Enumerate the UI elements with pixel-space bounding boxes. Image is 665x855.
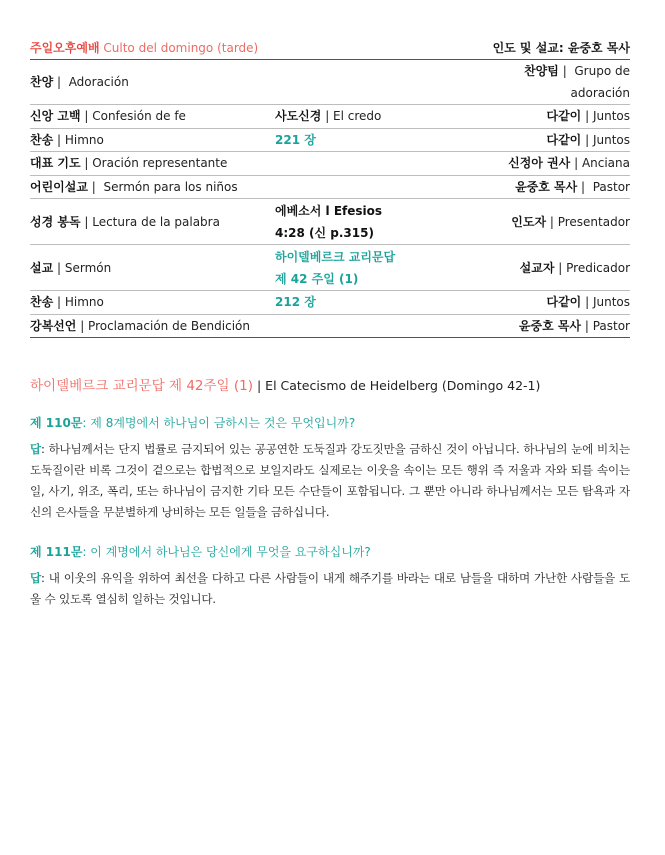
item-ko: 찬양	[30, 75, 54, 89]
service-title	[30, 39, 258, 56]
item-ko: 찬송	[30, 132, 54, 147]
leader-ko: 윤중호 목사	[518, 318, 582, 333]
answer-text: 내 이웃의 유익을 위하여 최선을 다하고 다른 사람들이 내게 해주기를 바라는 대로 남들을 대하며 가난한 사람들을 도울 수 있도록 열심히 일하는 것입니다.	[30, 571, 630, 606]
catechism-title-es: El Catecismo de Heidelberg (Domingo 42-1)	[265, 378, 541, 393]
item-es: Himno	[64, 132, 104, 147]
answer-text: 하나님께서는 단지 법률로 금지되어 있는 공공연한 도둑질과 강도짓만을 금하신 것이 아닙니다. 하나님의 눈에 비치는 도둑질이란 비록 그것이 겉으로는 합법적으로 보일지라도 실제로는 이웃을 속이는 모든 행위 즉 저울과 자와 되를 속이는 일, 사기, 위조, 폭리, 또는 하나님이 금지한 기타 모든 수단들이 포함됩니다. 그 뿐만 아니라 하나님께서는 모든 탐욕과 자신의 은사들을 무분별하게 낭비하는 모든 일들을 금하십니다.	[30, 442, 630, 519]
leader-es: Juntos	[592, 132, 630, 147]
catechism-title: 하이델베르크 교리문답 제 42주일 (1) | El Catecismo de Heidelberg (Domingo 42-1)	[30, 378, 541, 394]
table-row: 어린이설교 | Sermón para los niños 윤중호 목사 | Pastor	[30, 175, 630, 199]
scripture-verse: 4:28 (신 p.315)	[275, 225, 374, 240]
leader-ko: 다같이	[546, 109, 582, 124]
catechism-title-ko: 하이델베르크 교리문답 제 42주일 (1)	[30, 378, 253, 394]
item-es: Himno	[64, 295, 104, 310]
item-ko: 대표 기도	[30, 156, 81, 171]
detail-ko: 사도신경	[275, 109, 322, 124]
item-es: Sermón	[64, 260, 112, 275]
order-of-worship	[30, 60, 630, 338]
item-es: Oración representante	[92, 156, 228, 171]
leader-ko: 설교자	[519, 260, 555, 275]
leader-ko: 신정아 권사	[508, 156, 571, 171]
leader-es: Anciana	[581, 156, 630, 171]
question-number: 제 110문	[30, 416, 83, 430]
leader-ko: 찬양팀	[524, 64, 559, 78]
table-row: 설교 | Sermón 하이델베르크 교리문답 제 42 주일 (1) 설교자 | Predicador	[30, 245, 630, 291]
leader-ko: 인도자	[511, 214, 547, 229]
leader-es: Pastor	[592, 179, 630, 194]
question-text: 제 8계명에서 하나님이 금하시는 것은 무엇입니까?	[90, 416, 356, 430]
leader-es: Juntos	[592, 109, 630, 124]
question-text: 이 계명에서 하나님은 당신에게 무엇을 요구하십니까?	[90, 545, 371, 559]
sermon-title: 하이델베르크 교리문답	[275, 249, 396, 264]
leader-es: Grupo de adoración	[570, 64, 630, 100]
answer-label: 답	[30, 571, 41, 585]
detail-es: El credo	[333, 109, 382, 124]
table-row: 찬송 | Himno 212 장 다같이 | Juntos	[30, 291, 630, 315]
question-number: 제 111문	[30, 545, 83, 559]
service-title-ko: 주일오후예배	[30, 41, 100, 55]
question-110: 제 110문: 제 8계명에서 하나님이 금하시는 것은 무엇입니까?	[30, 416, 356, 430]
item-es: Adoración	[68, 75, 129, 89]
item-ko: 찬송	[30, 295, 54, 310]
leader-es: Presentador	[557, 214, 630, 229]
answer-111: 답: 내 이웃의 유익을 위하여 최선을 다하고 다른 사람들이 내게 해주기를 바라는 대로 남들을 대하며 가난한 사람들을 도울 수 있도록 열심히 일하는 것입니다.	[30, 571, 630, 606]
leader-es: Juntos	[592, 295, 630, 310]
table-row: 성경 봉독 | Lectura de la palabra 에베소서 l Efesios 4:28 (신 p.315) 인도자 | Presentador	[30, 199, 630, 245]
item-ko: 어린이설교	[30, 179, 88, 194]
leader-ko: 다같이	[546, 295, 582, 310]
leader-es: Pastor	[592, 318, 630, 333]
item-es: Lectura de la palabra	[92, 214, 220, 229]
leader-ko: 윤중호 목사	[515, 179, 578, 194]
table-row: 찬양 | Adoración 찬양팀 | Grupo de adoración	[30, 60, 630, 105]
leader-es: Predicador	[566, 260, 630, 275]
table-row: 강복선언 | Proclamación de Bendición 윤중호 목사 | Pastor	[30, 314, 630, 338]
item-es: Confesión de fe	[92, 109, 186, 124]
answer-label: 답	[30, 442, 41, 456]
item-es: Sermón para los niños	[103, 179, 238, 194]
item-es: Proclamación de Bendición	[88, 318, 250, 333]
hymn-number: 221 장	[275, 132, 316, 147]
scripture-book: 에베소서 l Efesios	[275, 203, 383, 218]
question-111: 제 111문: 이 계명에서 하나님은 당신에게 무엇을 요구하십니까?	[30, 545, 371, 559]
table-row: 대표 기도 | Oración representante 신정아 권사 | Anciana	[30, 152, 630, 176]
table-row: 신앙 고백 | Confesión de fe 사도신경 | El credo 다같이 | Juntos	[30, 105, 630, 129]
table-row: 찬송 | Himno 221 장 다같이 | Juntos	[30, 128, 630, 152]
service-header	[30, 35, 630, 60]
service-leader: 인도 및 설교: 윤중호 목사	[492, 41, 630, 55]
bulletin-page	[30, 35, 630, 610]
sermon-subtitle: 제 42 주일 (1)	[275, 271, 359, 286]
hymn-number: 212 장	[275, 295, 316, 310]
item-ko: 신앙 고백	[30, 109, 81, 124]
service-title-es: Culto del domingo (tarde)	[103, 41, 259, 55]
item-ko: 설교	[30, 260, 54, 275]
answer-110: 답: 하나님께서는 단지 법률로 금지되어 있는 공공연한 도둑질과 강도짓만을 금하신 것이 아닙니다. 하나님의 눈에 비치는 도둑질이란 비록 그것이 겉으로는 합법적으로 보일지라도 실제로는 이웃을 속이는 모든 행위 즉 저울과 자와 되를 속이는 일, 사기, 위조, 폭리, 또는 하나님이 금지한 기타 모든 수단들이 포함됩니다. 그 뿐만 아니라 하나님께서는 모든 탐욕과 자신의 은사들을 무분별하게 낭비하는 모든 일들을 금하십니다.	[30, 442, 630, 519]
leader-ko: 다같이	[546, 132, 582, 147]
item-ko: 성경 봉독	[30, 214, 81, 229]
item-ko: 강복선언	[30, 318, 77, 333]
